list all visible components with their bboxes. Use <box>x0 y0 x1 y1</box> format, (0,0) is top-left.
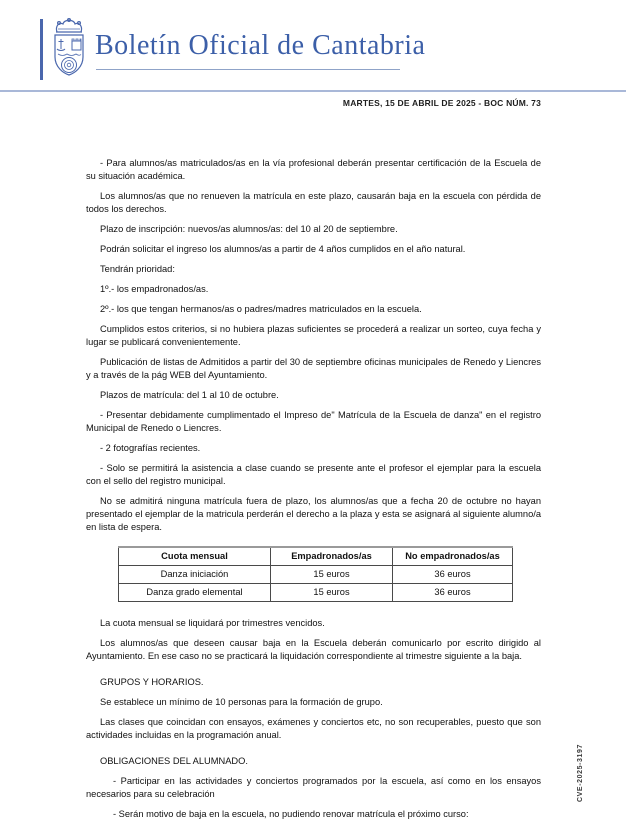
paragraph: 1º.- los empadronados/as. <box>100 284 209 294</box>
paragraph: Se establece un mínimo de 10 personas para la formación de grupo. <box>100 697 383 707</box>
table-row <box>119 566 513 584</box>
cell-concept: Danza iniciación <box>119 566 271 584</box>
paragraph: - 2 fotografías recientes. <box>100 443 201 453</box>
publication-title: Boletín Oficial de Cantabria <box>95 30 426 61</box>
cell-noemp-fee: 36 euros <box>393 566 513 584</box>
column-header-no-empadronados: No empadronados/as <box>393 547 513 566</box>
cell-concept: Danza grado elemental <box>119 584 271 602</box>
header-rule <box>0 90 626 92</box>
cell-emp-fee: 15 euros <box>271 566 393 584</box>
cell-noemp-fee: 36 euros <box>393 584 513 602</box>
paragraph: 2º.- los que tengan hermanos/as o padres/madres matriculados en la escuela. <box>100 304 422 314</box>
paragraph: - Serán motivo de baja en la escuela, no pudiendo renovar matrícula el próximo curso: <box>113 809 469 819</box>
cantabria-coat-of-arms-icon <box>49 16 89 82</box>
table-row <box>119 584 513 602</box>
paragraph: Cumplidos estos criterios, si no hubiera plazas suficientes se procederá a realizar un sorteo, cuya fecha y lugar se publicará convenientemente. <box>86 324 541 347</box>
monthly-fee-table <box>118 546 513 602</box>
paragraph: Plazos de matrícula: del 1 al 10 de octubre. <box>100 390 279 400</box>
paragraph: - Participar en las actividades y conciertos programados por la escuela, así como en los ensayos necesarios para su celebración <box>86 776 541 799</box>
section-heading-grupos-y-horarios: GRUPOS Y HORARIOS. <box>100 677 204 687</box>
column-header-cuota: Cuota mensual <box>119 547 271 566</box>
logo-divider-bar <box>40 19 43 80</box>
masthead <box>0 0 626 90</box>
paragraph: Podrán solicitar el ingreso los alumnos/as a partir de 4 años cumplidos en el año natural. <box>100 244 466 254</box>
paragraph: Plazo de inscripción: nuevos/as alumnos/as: del 10 al 20 de septiembre. <box>100 224 398 234</box>
table-header-row <box>119 547 513 566</box>
paragraph: - Presentar debidamente cumplimentado el Impreso de" Matrícula de la Escuela de danza" en el registro Municipal de Renedo o Liencres. <box>86 410 541 433</box>
paragraph: Tendrán prioridad: <box>100 264 175 274</box>
paragraph: Los alumnos/as que deseen causar baja en la Escuela deberán comunicarlo por escrito dirigido al Ayuntamiento. En ese caso no se practicará la liquidación correspondiente al trimestre siguiente a la baja. <box>86 638 541 661</box>
document-body <box>86 157 541 828</box>
cell-emp-fee: 15 euros <box>271 584 393 602</box>
section-heading-obligaciones: OBLIGACIONES DEL ALUMNADO. <box>100 756 248 766</box>
issue-date-line: MARTES, 15 DE ABRIL DE 2025 - BOC NÚM. 73 <box>342 98 541 108</box>
paragraph: - Para alumnos/as matriculados/as en la vía profesional deberán presentar certificación de la Escuela de su situación académica. <box>86 158 541 181</box>
paragraph: Las clases que coincidan con ensayos, exámenes y conciertos etc, no son recuperables, puesto que son actividades incluidas en la programación anual. <box>86 717 541 740</box>
paragraph: Los alumnos/as que no renueven la matrícula en este plazo, causarán baja en la escuela con pérdida de todos los derechos. <box>86 191 541 214</box>
cve-code: CVE-2025-3197 <box>577 744 584 802</box>
paragraph: Publicación de listas de Admitidos a partir del 30 de septiembre oficinas municipales de Renedo y Liencres y a través de la pág WEB del Ayuntamiento. <box>86 357 541 380</box>
title-underline <box>96 69 400 70</box>
paragraph: No se admitirá ninguna matrícula fuera de plazo, los alumnos/as que a fecha 20 de octubre no hayan presentado el ejemplar de la matricula perderán el derecho a la plaza y esta se asignará al siguiente alumno/a en lista de espera. <box>86 496 541 532</box>
paragraph: - Solo se permitirá la asistencia a clase cuando se presente ante el profesor el ejemplar para la escuela con el sello del registro municipal. <box>86 463 541 486</box>
column-header-empadronados: Empadronados/as <box>271 547 393 566</box>
paragraph: La cuota mensual se liquidará por trimestres vencidos. <box>100 618 325 628</box>
